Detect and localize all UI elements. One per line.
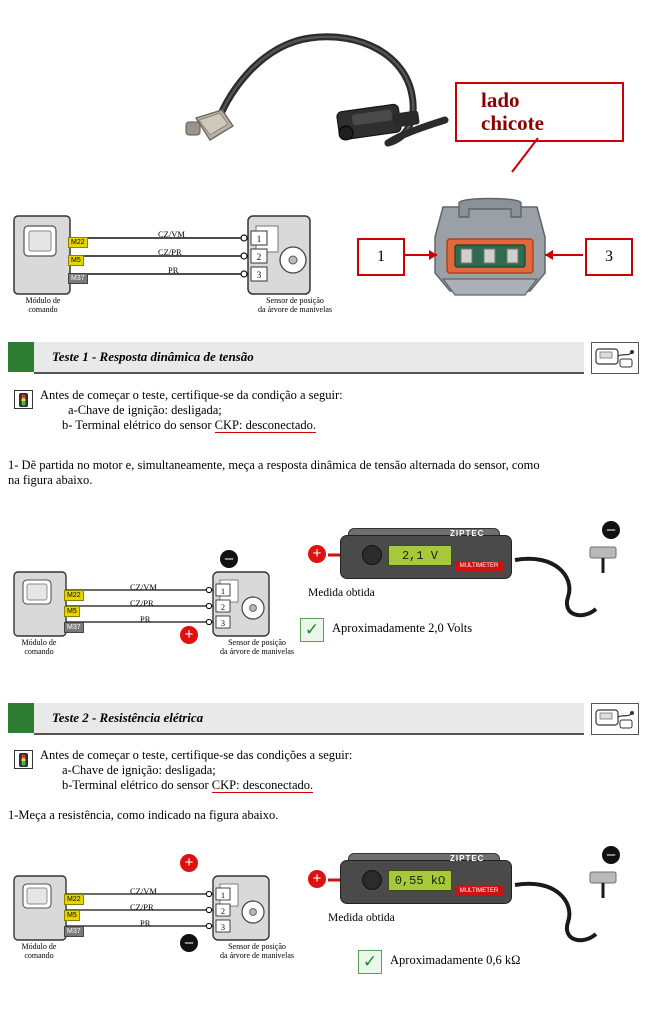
test2-note-b-highlight: CKP: desconectado. — [211, 778, 314, 792]
meter-dial[interactable] — [362, 870, 382, 890]
test1-heading: Teste 1 - Resposta dinâmica de tensão — [52, 349, 254, 364]
wire-label-czvm: CZ/VM — [130, 582, 157, 592]
test1-note-b-highlight: CKP: desconectado. — [214, 418, 317, 432]
pin-chip-m5: M5 — [64, 600, 80, 618]
test1-measure-caption: Medida obtida — [308, 587, 375, 599]
test1-wiring-diagram — [8, 550, 318, 668]
traffic-light-icon — [14, 750, 33, 769]
connector-pin-1: 1 — [357, 238, 405, 276]
sensor-label: Sensor de posição da árvore de manivelas — [258, 296, 332, 314]
wire-label-czpr: CZ/PR — [158, 247, 182, 257]
wire-label-czpr: CZ/PR — [130, 902, 154, 912]
connector-pin-3: 3 — [585, 238, 633, 276]
meter-brand: ZIPTEC — [450, 854, 485, 863]
test1-step-line2: na figura abaixo. — [8, 473, 93, 487]
test1-icon-box — [591, 342, 639, 374]
connector-diagram — [355, 195, 645, 320]
test2-heading: Teste 2 - Resistência elétrica — [52, 710, 204, 725]
test2-result-check-icon: ✓ — [358, 950, 382, 974]
test1-multimeter — [300, 521, 640, 635]
wire-label-czpr: CZ/PR — [130, 598, 154, 608]
pin-chip-m22: M22 — [68, 231, 88, 249]
pin-chip-m37: M37 — [64, 920, 84, 938]
svg-text:2: 2 — [256, 252, 262, 262]
wire-label-czvm: CZ/VM — [158, 229, 185, 239]
meter-negative-probe: – — [602, 846, 620, 864]
test2-step-line1: 1-Meça a resistência, como indicado na figura abaixo. — [8, 808, 279, 822]
pin-chip-m22: M22 — [64, 888, 84, 906]
wire-label-pr: PR — [140, 614, 151, 624]
svg-text:1: 1 — [221, 891, 225, 900]
test1-note-intro: Antes de começar o teste, certifique-se da condição a seguir: — [40, 388, 343, 402]
callout-text: lado chicote — [481, 88, 544, 135]
meter-display: 0,55 kΩ — [388, 870, 452, 891]
positive-probe-marker: + — [180, 626, 198, 644]
module-label: Módulo de comando — [21, 942, 57, 960]
wiring-diagram-main — [8, 198, 348, 328]
test2-header — [8, 703, 639, 733]
svg-text:2: 2 — [221, 603, 225, 612]
test2-note — [40, 748, 600, 793]
meter-positive-probe: + — [308, 545, 326, 563]
svg-text:3: 3 — [256, 270, 262, 280]
svg-text:1: 1 — [256, 234, 262, 244]
negative-probe-marker: – — [180, 934, 198, 952]
test1-header — [8, 342, 639, 372]
multimeter-icon — [592, 343, 636, 371]
test1-note-a: a-Chave de ignição: desligada; — [68, 403, 222, 417]
svg-text:3: 3 — [221, 923, 225, 932]
negative-probe-marker: – — [220, 550, 238, 568]
module-label: Módulo de comando — [21, 638, 57, 656]
test1-note — [40, 388, 600, 433]
wire-label-pr: PR — [140, 918, 151, 928]
pin-chip-m37: M37 — [68, 267, 88, 285]
positive-probe-marker: + — [180, 854, 198, 872]
meter-display: 2,1 V — [388, 545, 452, 566]
svg-text:1: 1 — [221, 587, 225, 596]
traffic-light-icon — [14, 390, 33, 409]
test2-measure-caption: Medida obtida — [328, 912, 395, 924]
meter-positive-probe: + — [308, 870, 326, 888]
test2-icon-box — [591, 703, 639, 735]
wire-label-czvm: CZ/VM — [130, 886, 157, 896]
test1-note-b: b- Terminal elétrico do sensor CKP: desconectado. — [62, 418, 317, 432]
svg-text:3: 3 — [221, 619, 225, 628]
test2-result-text: Aproximadamente 0,6 kΩ — [390, 953, 521, 967]
test1-header-accent — [8, 342, 34, 372]
sensor-label: Sensor de posição da árvore de manivelas — [220, 942, 294, 960]
test2-note-b: b-Terminal elétrico do sensor CKP: desconectado. — [62, 778, 314, 792]
test1-step-line1: 1- Dê partida no motor e, simultaneamente, meça a resposta dinâmica de tensão alternada do sensor, como — [8, 458, 540, 472]
test2-note-a: a-Chave de ignição: desligada; — [62, 763, 216, 777]
test2-multimeter — [300, 846, 640, 960]
pin-chip-m37: M37 — [64, 616, 84, 634]
sensor-photo-area — [0, 0, 647, 195]
test2-header-bar — [34, 703, 584, 735]
multimeter-icon — [592, 704, 636, 732]
meter-sublabel: MULTIMETER — [455, 886, 503, 896]
module-label: Módulo de comando — [25, 296, 61, 314]
pin-chip-m5: M5 — [64, 904, 80, 922]
meter-brand: ZIPTEC — [450, 529, 485, 538]
callout-leader-line — [0, 0, 647, 195]
sensor-label: Sensor de posição da árvore de manivelas — [220, 638, 294, 656]
test2-wiring-diagram — [8, 854, 318, 972]
test2-note-intro: Antes de começar o teste, certifique-se das condições a seguir: — [40, 748, 353, 762]
test1-result-text: Aproximadamente 2,0 Volts — [332, 621, 473, 635]
meter-sublabel: MULTIMETER — [455, 561, 503, 571]
pin-chip-m5: M5 — [68, 249, 84, 267]
test1-step — [8, 458, 633, 488]
test2-step — [8, 808, 633, 823]
test1-header-bar — [34, 342, 584, 374]
test2-header-accent — [8, 703, 34, 733]
meter-negative-probe: – — [602, 521, 620, 539]
svg-text:2: 2 — [221, 907, 225, 916]
meter-dial[interactable] — [362, 545, 382, 565]
pin-chip-m22: M22 — [64, 584, 84, 602]
test1-result-check-icon: ✓ — [300, 618, 324, 642]
wire-label-pr: PR — [168, 265, 179, 275]
